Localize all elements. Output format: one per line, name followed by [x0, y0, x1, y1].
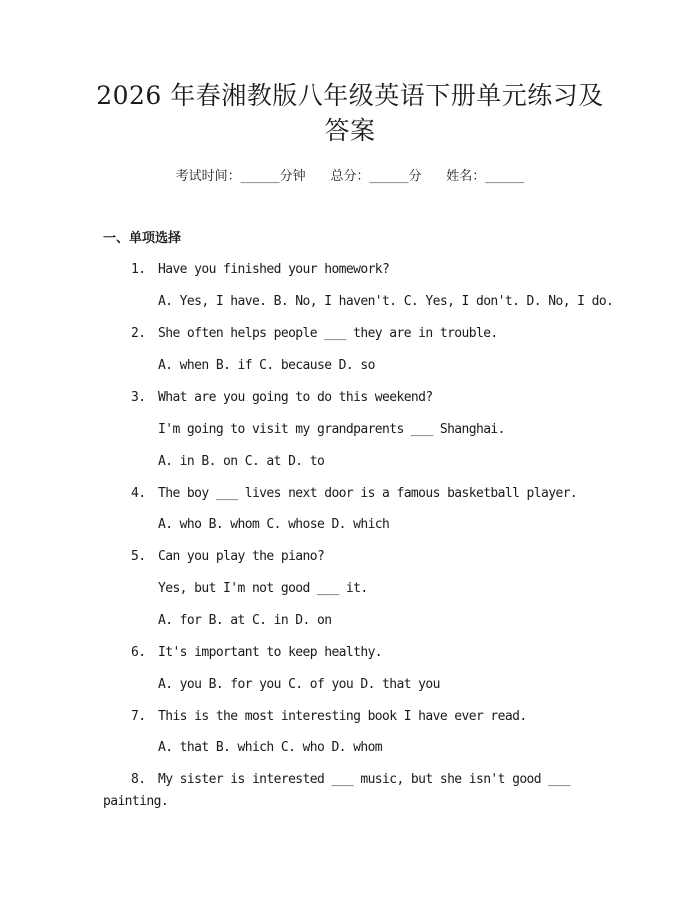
question-number: 2.	[131, 326, 146, 341]
question-number: 5.	[131, 549, 146, 564]
question-text: This is the most interesting book I have ever read.	[158, 709, 527, 724]
question-text: She often helps people ___ they are in trouble.	[158, 326, 498, 341]
question-number: 1.	[131, 262, 146, 277]
total-score-label: 总分：______分	[330, 169, 422, 184]
question-number: 4.	[131, 486, 146, 501]
question-text: The boy ___ lives next door is a famous basketball player.	[158, 486, 578, 501]
exam-meta	[0, 168, 700, 186]
question-text: My sister is interested ___ music, but she isn't good ___	[158, 772, 570, 787]
question-options: A. you B. for you C. of you D. that you	[158, 677, 440, 692]
question-options: A. in B. on C. at D. to	[158, 454, 325, 469]
question-options: A. when B. if C. because D. so	[158, 358, 375, 373]
question-text: I'm going to visit my grandparents ___ Shanghai.	[158, 422, 505, 437]
question-number: 6.	[131, 645, 146, 660]
question-text: What are you going to do this weekend?	[158, 390, 433, 405]
question-number: 7.	[131, 709, 146, 724]
title-line-1: 2026 年春湘教版八年级英语下册单元练习及	[96, 81, 604, 110]
question-number: 8.	[131, 772, 146, 787]
question-text: Yes, but I'm not good ___ it.	[158, 581, 368, 596]
question-text-continued: painting.	[103, 794, 169, 809]
question-text: Can you play the piano?	[158, 549, 325, 564]
question-options: A. who B. whom C. whose D. which	[158, 517, 390, 532]
question-number: 3.	[131, 390, 146, 405]
question-text: Have you finished your homework?	[158, 262, 390, 277]
question-text: It's important to keep healthy.	[158, 645, 383, 660]
title-line-2: 答案	[324, 116, 376, 145]
question-options: A. that B. which C. who D. whom	[158, 740, 383, 755]
document-title	[80, 78, 620, 148]
question-options: A. Yes, I have. B. No, I haven't. C. Yes, I don't. D. No, I do.	[158, 294, 614, 309]
exam-time-label: 考试时间：______分钟	[175, 169, 306, 184]
section-title: 一、单项选择	[103, 231, 182, 246]
question-options: A. for B. at C. in D. on	[158, 613, 332, 628]
student-name-label: 姓名：______	[446, 169, 525, 184]
